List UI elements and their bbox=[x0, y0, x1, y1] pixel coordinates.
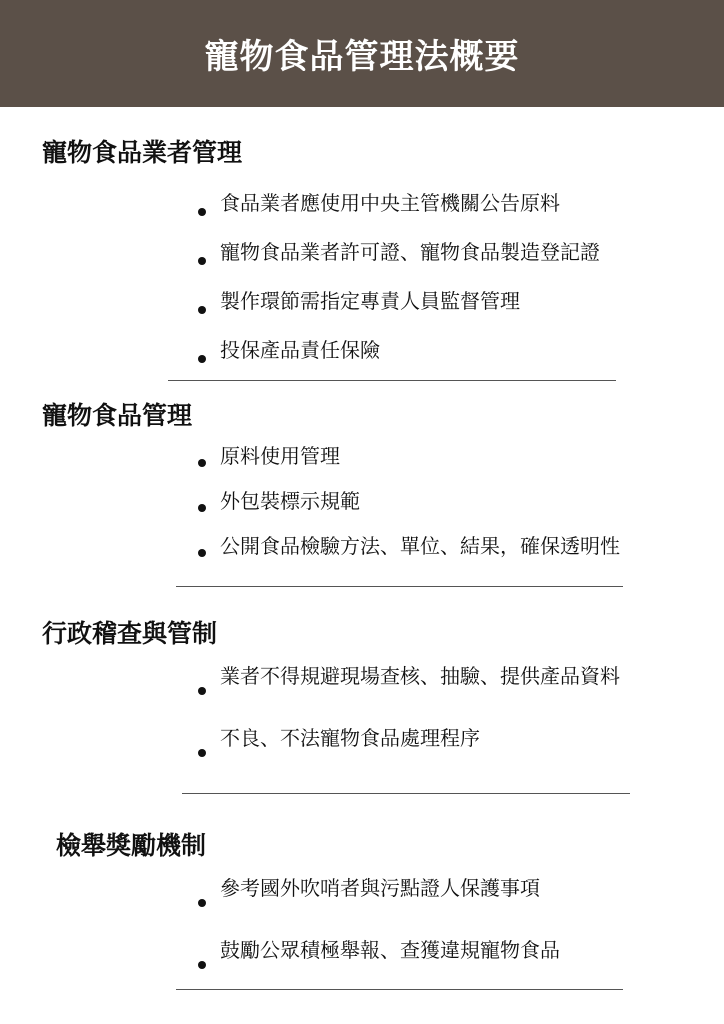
list-item: 參考國外吹哨者與污點證人保護事項 bbox=[198, 872, 560, 934]
list-item: 原料使用管理 bbox=[198, 440, 620, 485]
section-title-inspection-control: 行政稽查與管制 bbox=[42, 619, 218, 648]
section-list-vendor-management bbox=[198, 187, 600, 383]
list-item: 寵物食品業者許可證、寵物食品製造登記證 bbox=[198, 236, 600, 285]
list-item: 鼓勵公眾積極舉報、查獲違規寵物食品 bbox=[198, 934, 560, 996]
list-item: 投保產品責任保險 bbox=[198, 334, 600, 383]
section-divider bbox=[168, 380, 616, 381]
section-divider bbox=[182, 793, 630, 794]
list-item: 公開食品檢驗方法、單位、結果，確保透明性 bbox=[198, 530, 620, 575]
section-title-vendor-management: 寵物食品業者管理 bbox=[42, 138, 243, 167]
list-item: 製作環節需指定專責人員監督管理 bbox=[198, 285, 600, 334]
section-list-whistleblower-reward bbox=[198, 872, 560, 996]
section-list-food-management bbox=[198, 440, 620, 575]
list-item: 外包裝標示規範 bbox=[198, 485, 620, 530]
section-divider bbox=[176, 586, 623, 587]
list-item: 不良、不法寵物食品處理程序 bbox=[198, 722, 620, 784]
section-list-inspection-control bbox=[198, 660, 620, 784]
list-item: 食品業者應使用中央主管機關公告原料 bbox=[198, 187, 600, 236]
section-title-food-management: 寵物食品管理 bbox=[42, 401, 193, 430]
header-banner bbox=[0, 0, 724, 107]
page-title: 寵物食品管理法概要 bbox=[204, 37, 520, 77]
section-title-whistleblower-reward: 檢舉獎勵機制 bbox=[56, 831, 207, 860]
section-divider bbox=[176, 989, 623, 990]
list-item: 業者不得規避現場查核、抽驗、提供產品資料 bbox=[198, 660, 620, 722]
